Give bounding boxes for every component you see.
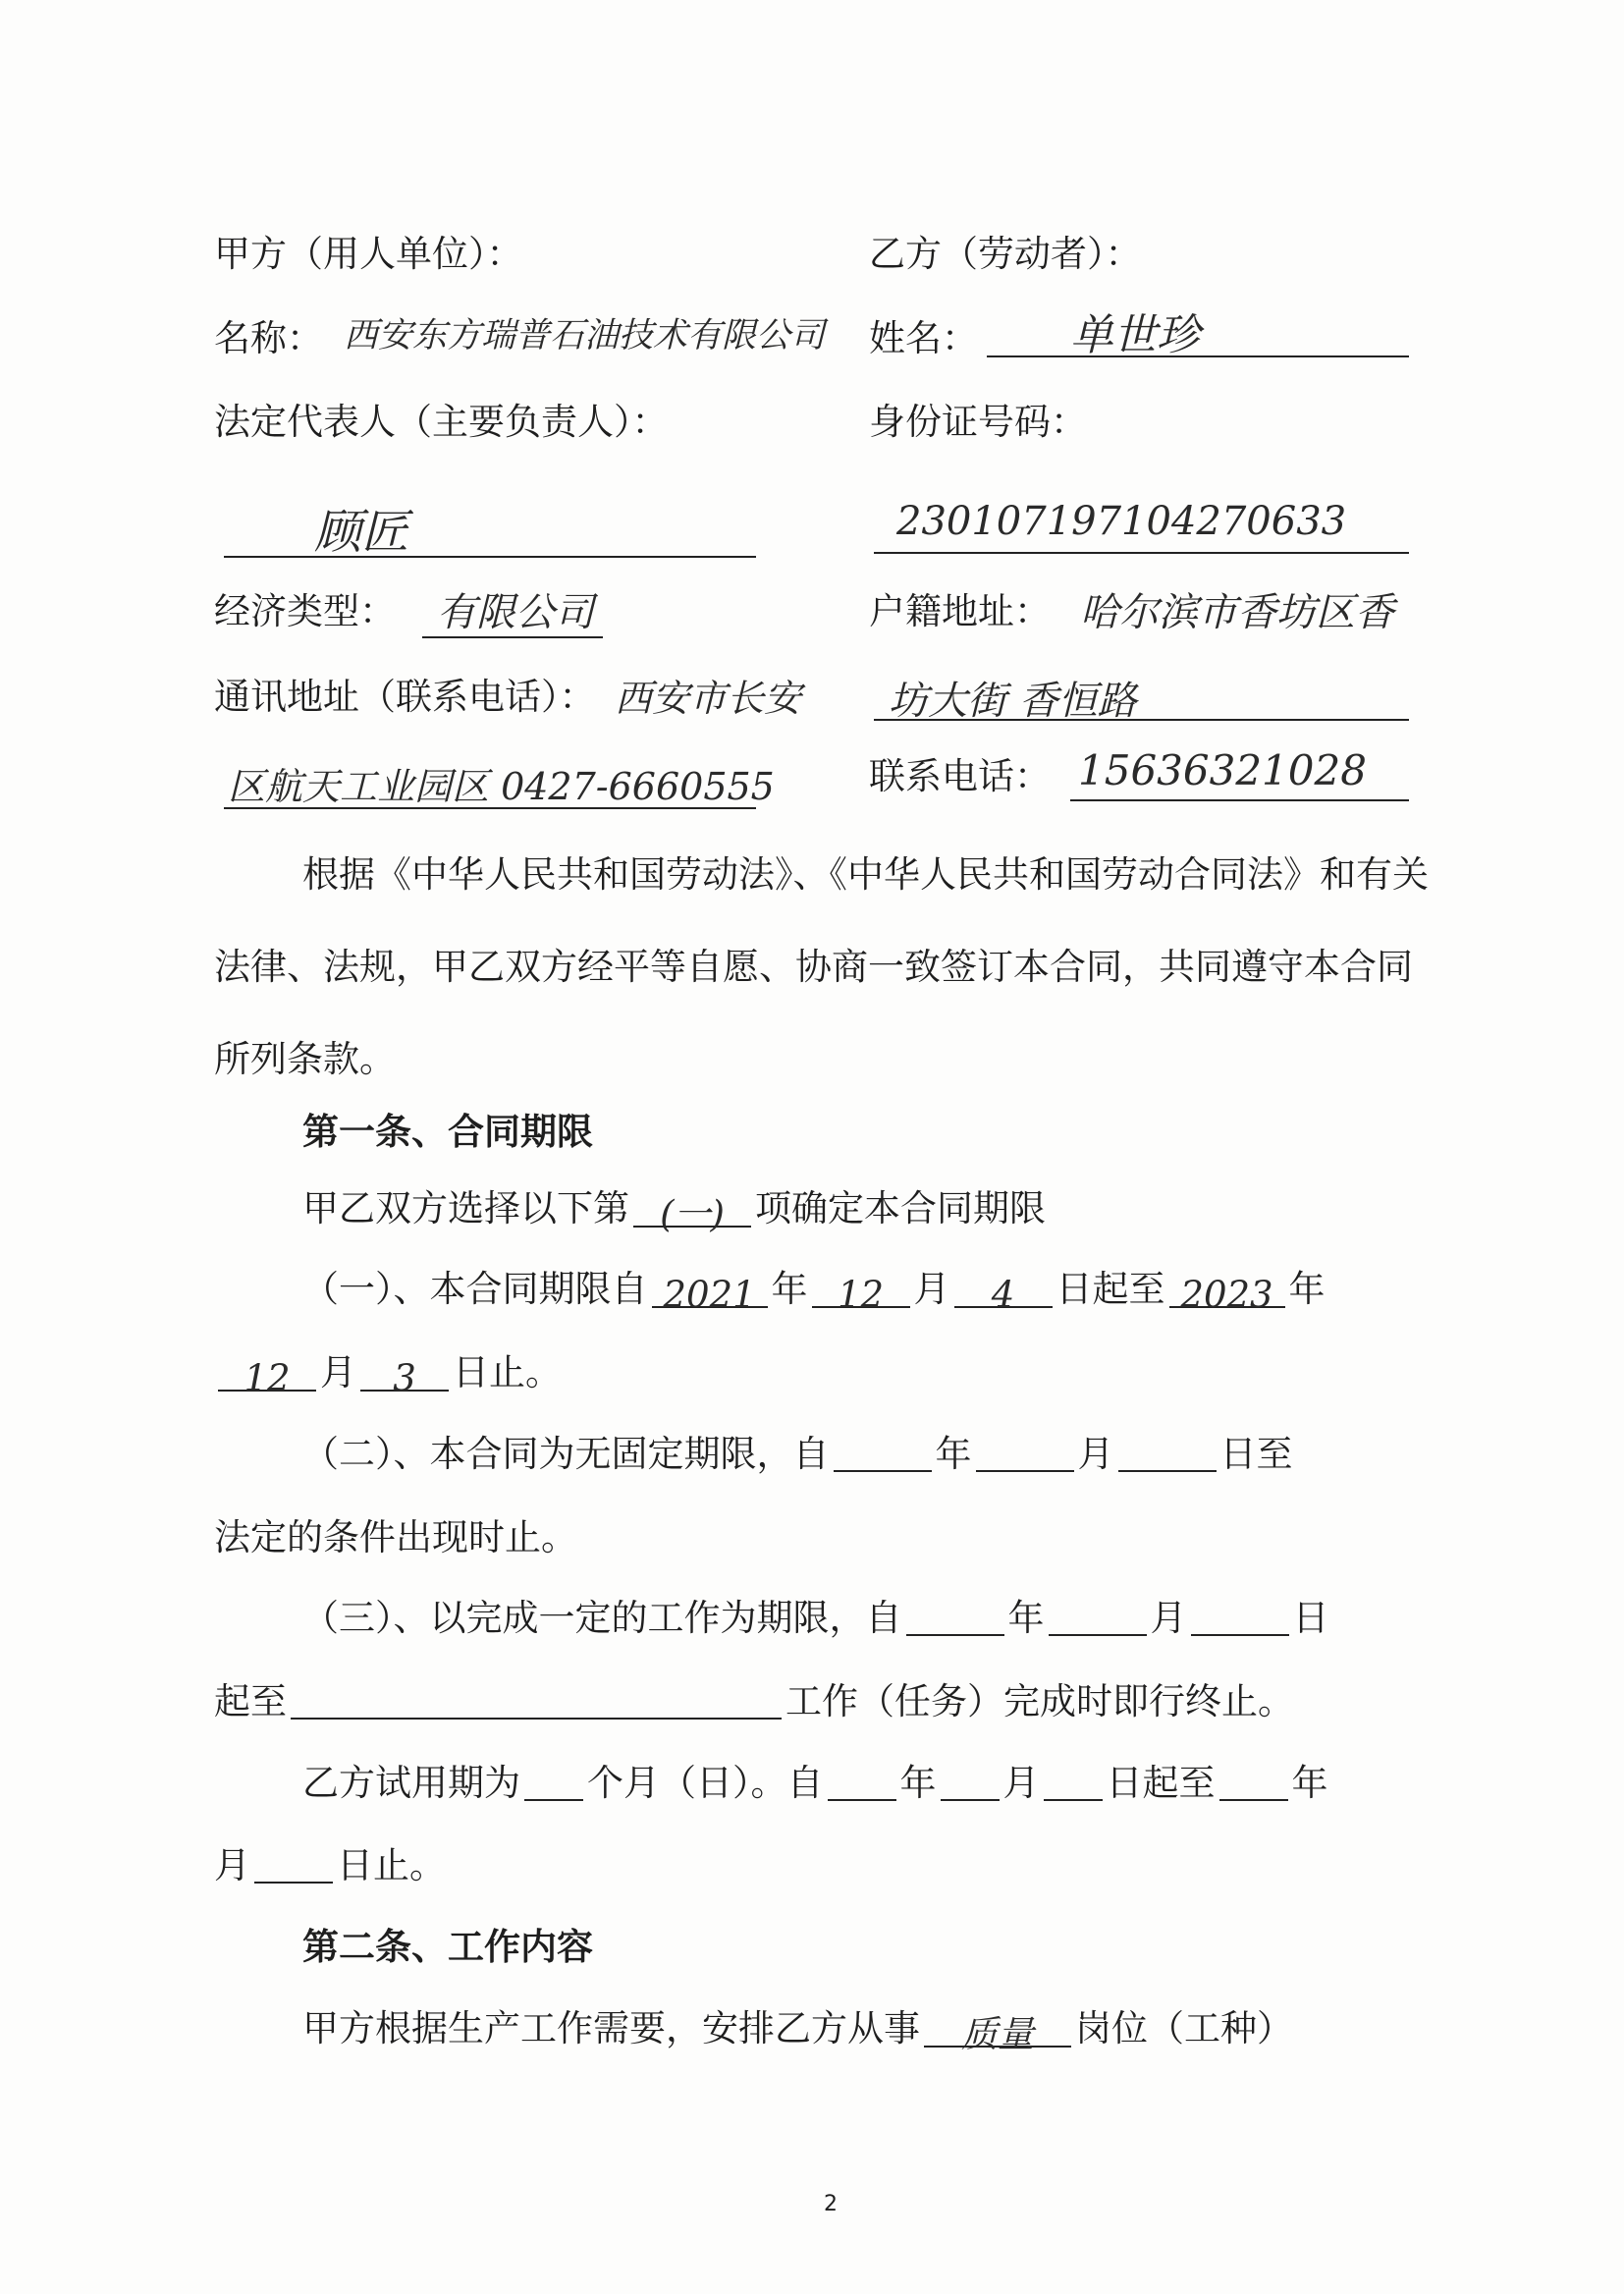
option-3-line-2-suffix: 工作（任务）完成时即行终止。 — [785, 1680, 1294, 1722]
party-a-rep-label: 法定代表人（主要负责人）： — [214, 401, 669, 443]
option-1-prefix: （一）、本合同期限自 — [302, 1268, 648, 1310]
work-content-line — [302, 2006, 1293, 2055]
article-2-title: 第二条、工作内容 — [302, 1926, 593, 1968]
option-1-year-word-2: 年 — [1288, 1268, 1326, 1310]
party-a-addr-underline — [224, 807, 756, 809]
option-1-end: 日止。 — [453, 1351, 562, 1393]
party-a-addr-value-1: 西安市长安 — [615, 677, 802, 720]
option-1-from-to: 日起至 — [1056, 1268, 1165, 1310]
party-a-rep-value: 顾匠 — [314, 505, 409, 560]
term-selection-line — [302, 1186, 1046, 1235]
option-2-suffix: 日至 — [1219, 1433, 1293, 1475]
option-3-line — [302, 1596, 1329, 1641]
option-1-month-word: 月 — [913, 1268, 950, 1310]
party-a-name-value: 西安东方瑞普石油技术有限公司 — [344, 316, 826, 355]
party-b-phone-underline — [1070, 799, 1409, 801]
option-2-prefix: （二）、本合同为无固定期限，自 — [302, 1433, 830, 1475]
party-a-addr-value-2: 区航天工业园区 0427-6660555 — [228, 765, 775, 808]
option-1-start-year: 2021 — [652, 1273, 768, 1308]
option-1-start-day: 4 — [954, 1273, 1053, 1308]
option-1-line-2 — [214, 1350, 562, 1399]
party-b-household-value-1: 哈尔滨市香坊区香 — [1080, 590, 1394, 635]
probation-year-word: 年 — [899, 1762, 937, 1804]
party-a-rep-underline — [224, 556, 756, 558]
party-b-phone-label: 联系电话： — [869, 755, 1051, 797]
party-a-econ-value: 有限公司 — [437, 590, 594, 635]
party-b-household-value-2: 坊大街 香恒路 — [889, 679, 1137, 724]
probation-end: 日止。 — [337, 1844, 446, 1886]
page-number: 2 — [824, 2192, 838, 2216]
party-b-name-label: 姓名： — [869, 317, 978, 359]
work-position-value: 质量 — [924, 2012, 1071, 2048]
option-2-year-word: 年 — [935, 1433, 972, 1475]
option-1-end-day: 3 — [360, 1356, 449, 1392]
option-2-line-2: 法定的条件出现时止。 — [214, 1516, 577, 1558]
option-1-end-month: 12 — [218, 1356, 316, 1392]
probation-year-word-2: 年 — [1291, 1762, 1328, 1804]
party-b-name-value: 单世珍 — [1070, 310, 1200, 360]
option-3-prefix: （三）、以完成一定的工作为期限，自 — [302, 1597, 902, 1639]
option-2-month-word: 月 — [1077, 1433, 1114, 1475]
option-3-day-word: 日 — [1292, 1597, 1329, 1639]
party-b-id-value: 230107197104270633 — [896, 499, 1347, 544]
article-1-title: 第一条、合同期限 — [302, 1111, 593, 1153]
probation-line — [302, 1761, 1328, 1806]
party-b-name-underline — [987, 355, 1409, 357]
option-1-month-word-2: 月 — [320, 1351, 356, 1393]
option-1-year-word: 年 — [771, 1268, 808, 1310]
probation-month-word: 月 — [1002, 1762, 1040, 1804]
option-3-line-2-prefix: 起至 — [214, 1680, 287, 1722]
option-1-end-year: 2023 — [1169, 1273, 1285, 1308]
option-1-line — [302, 1267, 1326, 1316]
probation-month-word-2: 月 — [214, 1844, 250, 1886]
party-b-id-underline — [874, 552, 1409, 554]
party-a-econ-underline — [422, 636, 603, 638]
probation-line-2 — [214, 1843, 446, 1888]
probation-prefix: 乙方试用期为 — [302, 1762, 520, 1804]
option-1-start-month: 12 — [812, 1273, 910, 1308]
party-a-header: 甲方（用人单位）： — [214, 233, 523, 275]
party-a-addr-label: 通讯地址（联系电话）： — [214, 676, 596, 718]
party-a-econ-label: 经济类型： — [214, 590, 396, 632]
term-selection-prefix: 甲乙双方选择以下第 — [302, 1187, 629, 1229]
work-prefix: 甲方根据生产工作需要，安排乙方从事 — [302, 2007, 920, 2049]
term-selection-value: (一) — [633, 1192, 751, 1228]
party-b-household-underline — [874, 719, 1409, 721]
work-suffix: 岗位（工种） — [1075, 2007, 1293, 2049]
party-b-id-label: 身份证号码： — [869, 401, 1087, 443]
option-3-month-word: 月 — [1150, 1597, 1187, 1639]
party-b-header: 乙方（劳动者）： — [869, 233, 1142, 275]
party-b-household-label: 户籍地址： — [869, 590, 1051, 632]
party-b-phone-value: 15636321028 — [1078, 746, 1367, 794]
probation-from-to: 日起至 — [1106, 1762, 1216, 1804]
probation-unit: 个月（日）。自 — [587, 1762, 824, 1804]
party-a-name-label: 名称： — [214, 317, 323, 359]
option-3-line-2 — [214, 1679, 1294, 1724]
term-selection-suffix: 项确定本合同期限 — [755, 1187, 1046, 1229]
preamble-paragraph: 根据《中华人民共和国劳动法》、《中华人民共和国劳动合同法》和有关法律、法规，甲乙双方经平等自愿、协商一致签订本合同，共同遵守本合同所列条款。 — [214, 853, 1429, 1080]
option-3-year-word: 年 — [1007, 1597, 1045, 1639]
option-2-line — [302, 1432, 1293, 1477]
